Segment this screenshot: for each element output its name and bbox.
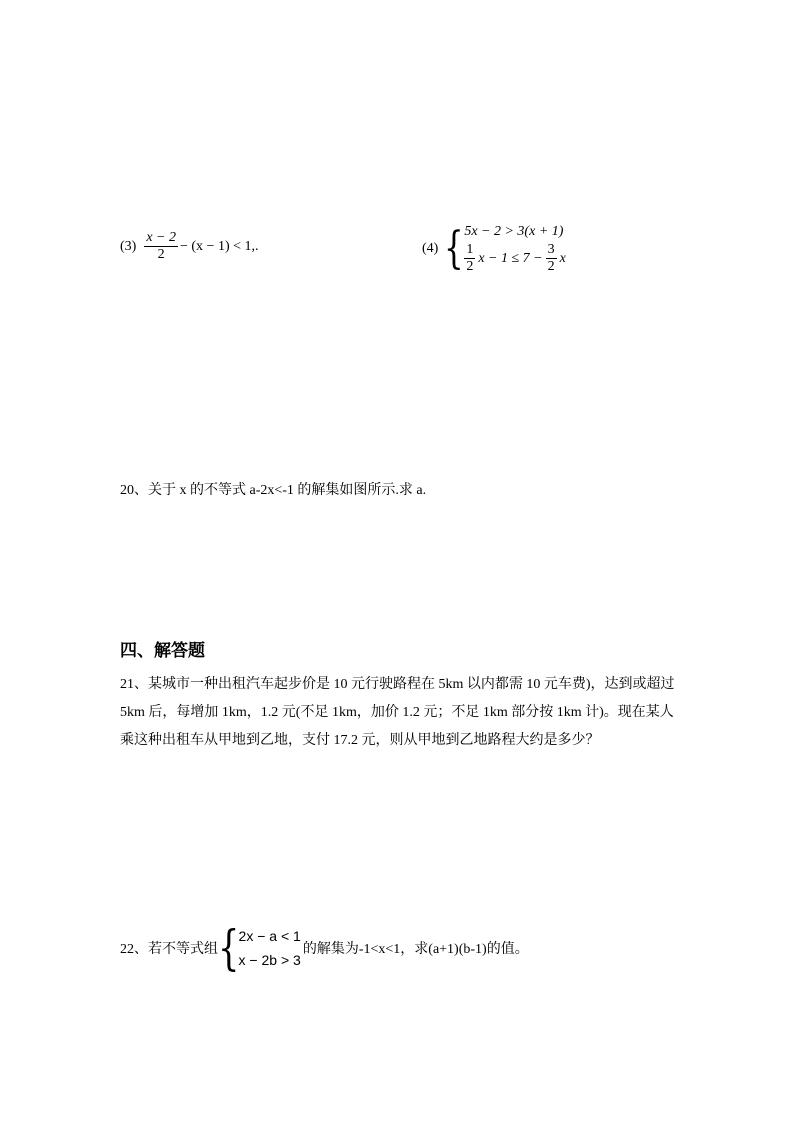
question-22-line-2: x − 2b > 3 (238, 952, 301, 968)
problem-4-label: (4) (422, 240, 439, 256)
problem-3-denominator: 2 (144, 246, 178, 263)
question-21 (120, 671, 680, 755)
section-title: 四、解答题 (120, 641, 205, 661)
problem-4-frac-1 (464, 242, 475, 275)
problem-4-line-2 (464, 242, 566, 275)
problem-4-brace: { (444, 222, 464, 274)
problem-4-frac-1-num: 1 (466, 242, 474, 257)
problem-4-frac-2-num: 3 (547, 242, 555, 257)
question-21-line-2: 5km 后，每增加 1km，1.2 元(不足 1km，加价 1.2 元；不足 1km 部分按 1km 计)。现在某人 (120, 705, 674, 720)
question-22-brace: { (218, 920, 240, 976)
question-22-suffix: 的解集为-1<x<1，求(a+1)(b-1)的值。 (302, 942, 529, 957)
question-21-line-1: 21、某城市一种出租汽车起步价是 10 元行驶路程在 5km 以内都需 10 元车费)，达到或超过 (120, 677, 675, 692)
problem-4-line-2-end: x (559, 250, 566, 266)
problem-3-fraction (144, 230, 178, 263)
problem-3 (120, 230, 259, 263)
question-22-line-1: 2x − a < 1 (238, 928, 301, 944)
problem-4-line-1: 5x − 2 > 3(x + 1) (464, 224, 564, 239)
problem-4-frac-2-den: 2 (547, 259, 555, 274)
problem-4-system (464, 222, 566, 275)
question-22-prefix: 22、若不等式组 (120, 942, 218, 957)
problem-4-frac-1-den: 2 (466, 259, 474, 274)
question-22 (120, 920, 529, 976)
problem-3-label: (3) (120, 238, 137, 254)
question-22-system (239, 924, 301, 972)
problem-3-rest: − (x − 1) < 1,. (180, 238, 259, 254)
problem-4-frac-2 (546, 242, 557, 275)
problem-4 (422, 222, 566, 275)
problem-4-line-2-mid: x − 1 ≤ 7 − (478, 250, 543, 266)
question-21-line-3: 乘这种出租车从甲地到乙地，支付 17.2 元，则从甲地到乙地路程大约是多少？ (120, 733, 600, 748)
problem-3-numerator: x − 2 (146, 230, 176, 245)
question-20: 20、关于 x 的不等式 a-2x<-1 的解集如图所示.求 a. (120, 483, 427, 498)
